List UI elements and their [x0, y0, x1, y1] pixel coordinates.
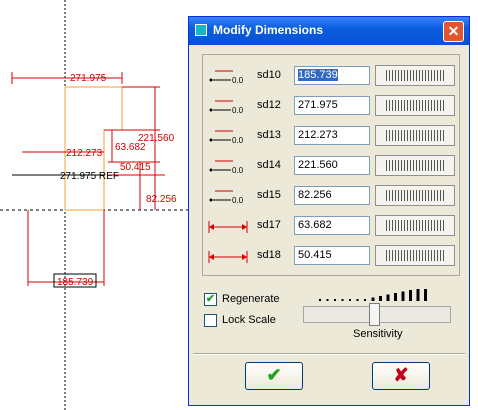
dimension-value-icon: [207, 188, 249, 206]
thumbwheel[interactable]: [375, 65, 455, 86]
thumbwheel[interactable]: [375, 125, 455, 146]
dimension-label: sd15: [257, 189, 281, 201]
linear-dimension-icon: [207, 248, 249, 266]
sensitivity-slider[interactable]: [303, 306, 451, 323]
dimension-value-input[interactable]: [294, 66, 370, 85]
dimension-value-text: 271.975: [298, 99, 338, 111]
dialog-title: Modify Dimensions: [213, 23, 324, 37]
svg-text:0.0: 0.0: [232, 76, 244, 85]
dimension-row-sd15: [203, 184, 459, 208]
sensitivity-scale-bar: [379, 296, 382, 301]
dim-mid-width[interactable]: 212.273: [66, 148, 103, 159]
linear-dimension-icon: [207, 218, 249, 236]
checkmark-icon: ✔: [266, 365, 282, 385]
dimension-value-text: 185.739: [298, 69, 338, 81]
sensitivity-scale-bar: [402, 292, 405, 302]
sensitivity-scale-bar: [417, 289, 420, 301]
dimension-row-sd13: [203, 124, 459, 148]
dimension-value-input[interactable]: [294, 96, 370, 115]
dimension-list: [202, 54, 460, 276]
svg-text:0.0: 0.0: [232, 106, 244, 115]
sensitivity-scale-bar: [409, 290, 412, 301]
dimension-row-sd17: [203, 214, 459, 238]
dimension-value-icon: [207, 158, 249, 176]
sensitivity-label: Sensitivity: [353, 328, 403, 340]
sensitivity-scale-bar: [334, 299, 336, 301]
dimension-value-text: 63.682: [298, 219, 332, 231]
sensitivity-scale-bar: [394, 293, 397, 301]
dimension-value-input[interactable]: [294, 126, 370, 145]
sensitivity-scale-bar: [387, 295, 390, 302]
thumbwheel[interactable]: [375, 215, 455, 236]
thumbwheel[interactable]: [375, 155, 455, 176]
dimension-value-input[interactable]: [294, 186, 370, 205]
thumbwheel[interactable]: [375, 95, 455, 116]
title-bar[interactable]: [189, 17, 469, 45]
dim-top-width[interactable]: 271.975: [70, 73, 107, 84]
thumbwheel[interactable]: [375, 245, 455, 266]
dim-small-height[interactable]: 50.415: [120, 162, 151, 173]
dimension-value-icon: [207, 98, 249, 116]
dimension-label: sd18: [257, 249, 281, 261]
dimension-value-icon: [207, 128, 249, 146]
regenerate-label: Regenerate: [222, 293, 280, 305]
dimension-row-sd10: [203, 64, 459, 88]
sensitivity-scale-icon: [319, 288, 439, 302]
dimension-value-text: 50.415: [298, 249, 332, 261]
separator: [193, 353, 465, 355]
dimension-row-sd12: [203, 94, 459, 118]
modify-dimensions-dialog: [188, 16, 470, 406]
thumbwheel[interactable]: [375, 185, 455, 206]
svg-text:0.0: 0.0: [232, 196, 244, 205]
sketch-canvas: [0, 0, 188, 410]
dimension-label: sd17: [257, 219, 281, 231]
lock-scale-checkbox[interactable]: [204, 314, 217, 327]
sensitivity-thumb[interactable]: [369, 303, 380, 326]
sensitivity-scale-bar: [364, 299, 366, 301]
dimension-value-input[interactable]: [294, 246, 370, 265]
lock-scale-label: Lock Scale: [222, 314, 276, 326]
dimension-label: sd14: [257, 159, 281, 171]
cancel-button[interactable]: [372, 362, 430, 390]
dimension-value-text: 221.560: [298, 159, 338, 171]
sensitivity-scale-bar: [349, 299, 351, 301]
sensitivity-scale-bar: [342, 299, 344, 301]
sensitivity-scale-bar: [319, 299, 321, 301]
ok-button[interactable]: [245, 362, 303, 390]
dimension-value-input[interactable]: [294, 156, 370, 175]
dim-inner-height[interactable]: 63.682: [115, 142, 146, 153]
sensitivity-scale-bar: [372, 298, 375, 302]
dimension-value-text: 212.273: [298, 129, 338, 141]
dimension-row-sd14: [203, 154, 459, 178]
dimension-value-text: 82.256: [298, 189, 332, 201]
cancel-x-icon: ✘: [393, 365, 409, 385]
dimension-value-icon: [207, 68, 249, 86]
svg-text:0.0: 0.0: [232, 166, 244, 175]
close-icon[interactable]: ✕: [443, 21, 464, 42]
sensitivity-scale-bar: [327, 299, 329, 301]
dim-ref-label[interactable]: 271.975 REF: [60, 171, 119, 182]
dim-bottom-width[interactable]: 185.739: [57, 277, 94, 288]
dimension-label: sd10: [257, 69, 281, 81]
dim-lower-height[interactable]: 82.256: [146, 194, 177, 205]
dimension-label: sd12: [257, 99, 281, 111]
regenerate-checkbox[interactable]: ✔: [205, 293, 216, 305]
dimension-value-input[interactable]: [294, 216, 370, 235]
dimension-label: sd13: [257, 129, 281, 141]
app-icon: [195, 24, 207, 36]
dim-right-height[interactable]: 221.560: [138, 133, 175, 144]
sensitivity-scale-bar: [424, 289, 427, 301]
svg-text:0.0: 0.0: [232, 136, 244, 145]
sensitivity-scale-bar: [357, 299, 359, 301]
dimension-row-sd18: [203, 244, 459, 268]
